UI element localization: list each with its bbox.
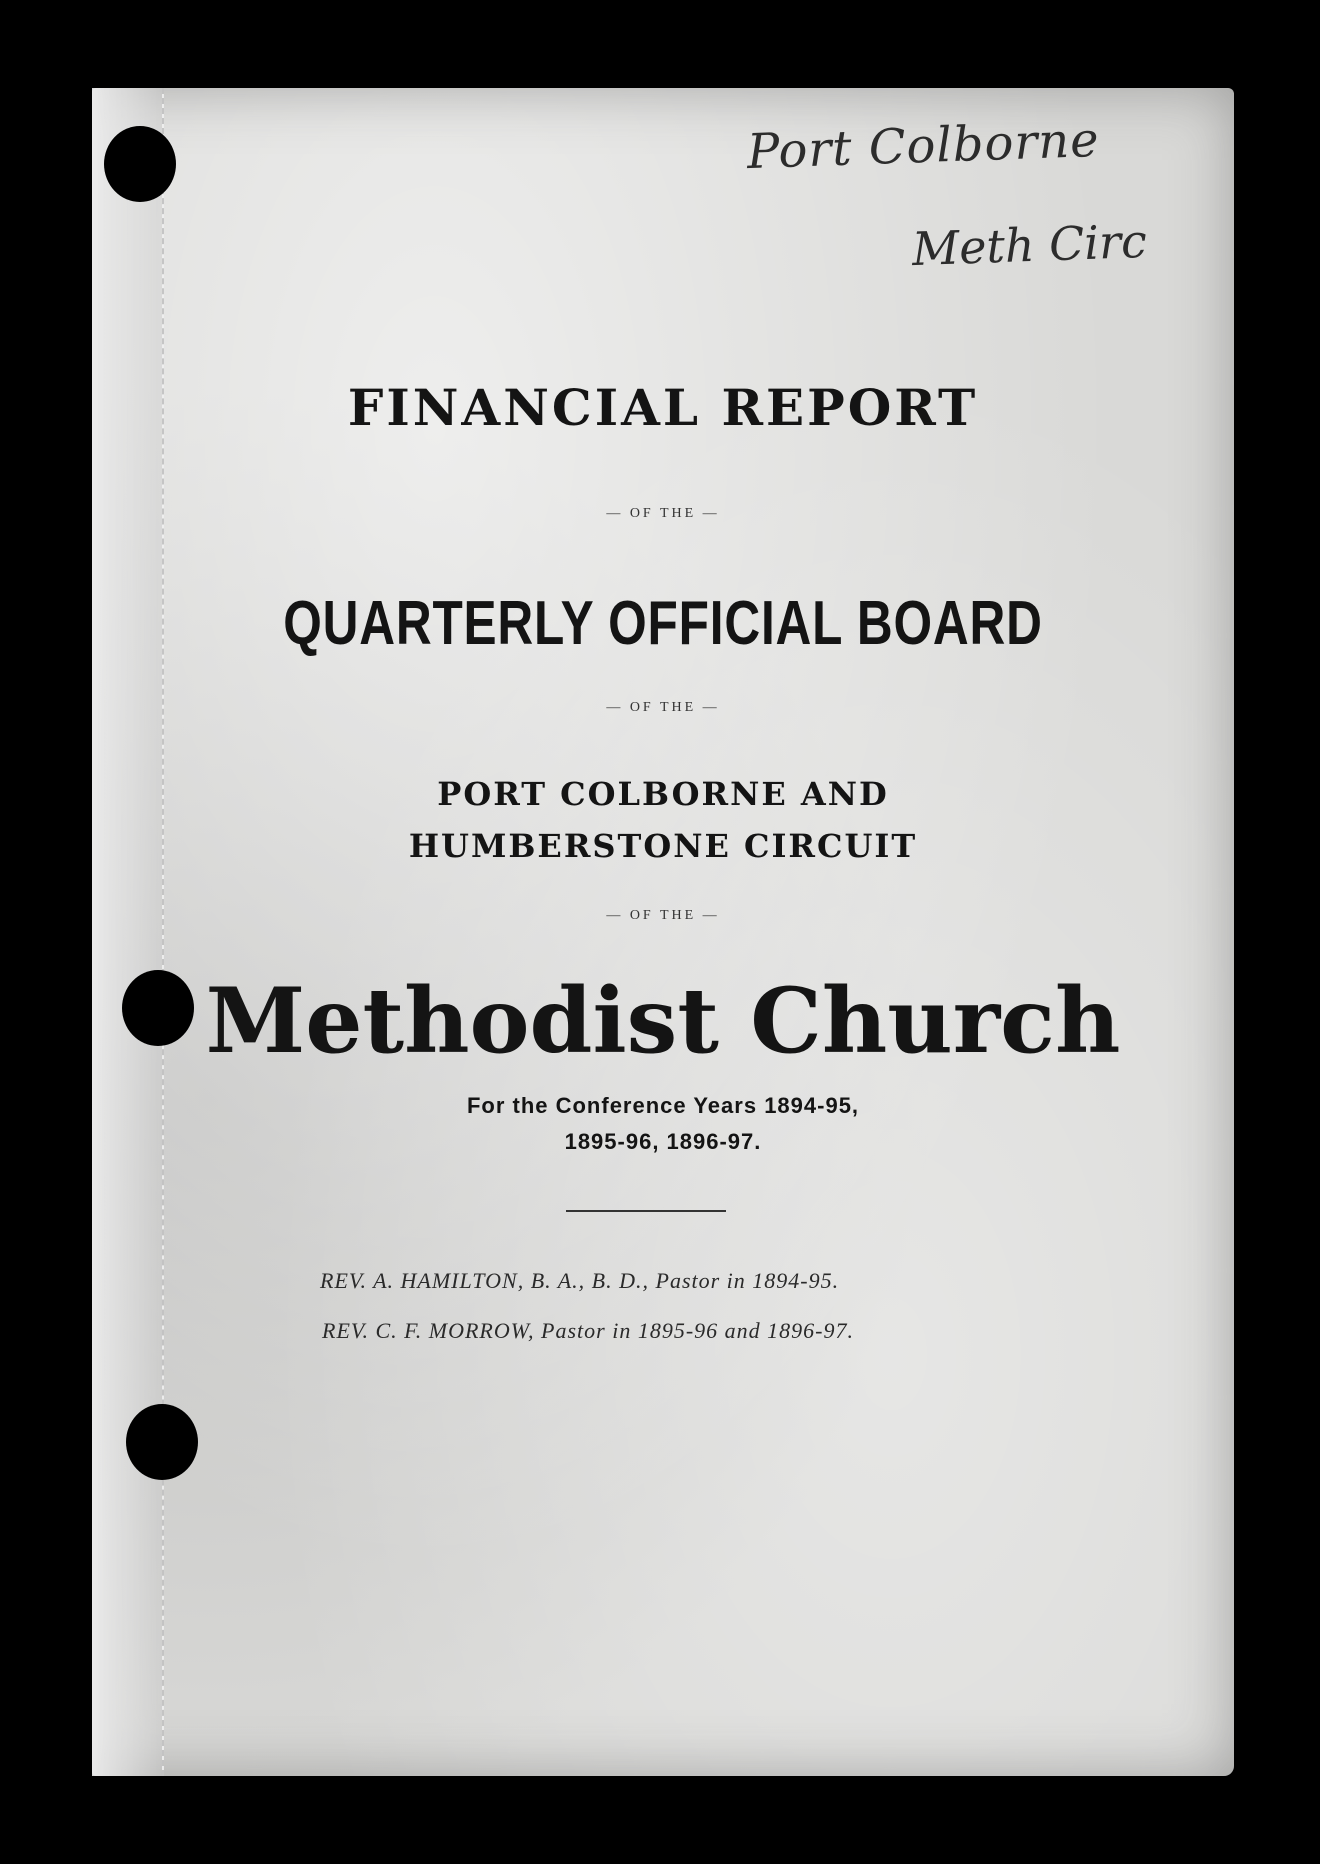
conference-years-line-2: 1895-96, 1896-97. [564, 1129, 762, 1154]
punch-hole-top [104, 126, 176, 202]
pastor-line-1: REV. A. HAMILTON, B. A., B. D., Pastor in 1894-95. [320, 1268, 840, 1293]
conference-years-line-1: For the Conference Years 1894-95, [466, 1093, 860, 1118]
of-the-separator-3: — OF THE — [606, 908, 720, 923]
handwritten-note-line2: Meth Circ [911, 213, 1148, 277]
punch-hole-middle [122, 970, 194, 1046]
circuit-line-1: PORT COLBORNE AND [437, 775, 889, 813]
of-the-separator-2: — OF THE — [606, 700, 720, 715]
quarterly-board-heading: QUARTERLY OFFICIAL BOARD [283, 589, 1043, 658]
circuit-line-2: HUMBERSTONE CIRCUIT [408, 827, 918, 865]
pastor-line-2: REV. C. F. MORROW, Pastor in 1895-96 and 1896-97. [322, 1318, 854, 1343]
punch-hole-bottom [126, 1404, 198, 1480]
of-the-separator-1: — OF THE — [606, 506, 720, 521]
document-page [92, 88, 1234, 1776]
conference-years [92, 1088, 1234, 1160]
handwritten-note-line1: Port Colborne [746, 111, 1101, 181]
church-name: Methodist Church [205, 968, 1121, 1074]
financial-report-heading: FINANCIAL REPORT [347, 378, 979, 437]
circuit-name [92, 768, 1234, 872]
torn-left-edge [92, 88, 164, 1776]
divider-rule [566, 1210, 726, 1212]
